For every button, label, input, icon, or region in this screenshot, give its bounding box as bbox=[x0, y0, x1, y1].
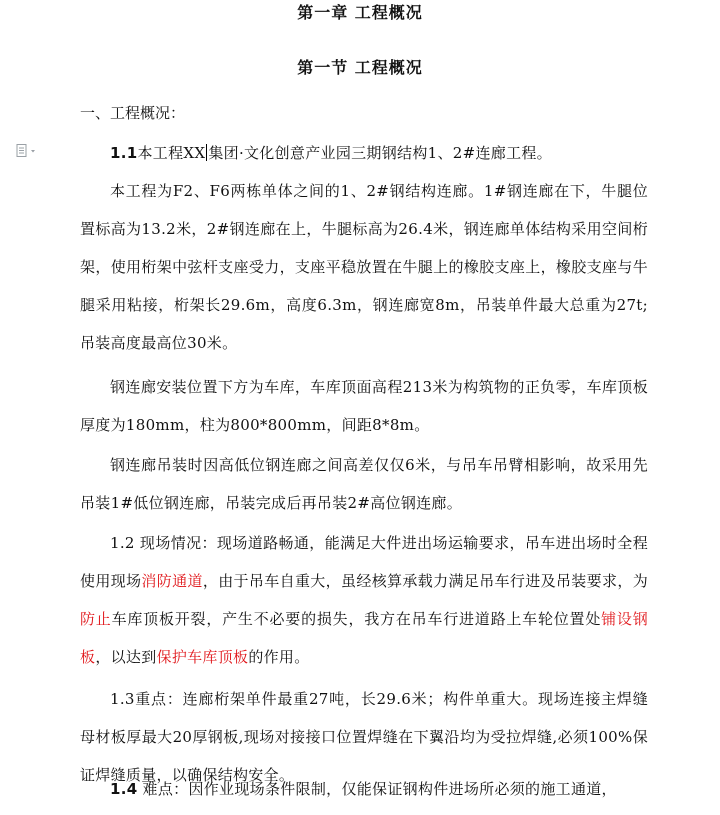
paragraph-text: ，由于吊车自重大，虽经核算承载力满足吊车行进及吊装要求，为 bbox=[202, 572, 649, 590]
section-heading: 一、工程概况： bbox=[80, 104, 186, 122]
paragraph-1-1 bbox=[80, 134, 648, 172]
paragraph-1-2 bbox=[80, 524, 648, 676]
highlight-text: 防止 bbox=[80, 610, 112, 628]
paragraph-hoisting: 钢连廊吊装时因高低位钢连廊之间高差仅仅6米，与吊车吊臂相影响，故采用先吊装1#低位钢连廊，吊装完成后再吊装2#高位钢连廊。 bbox=[80, 456, 648, 512]
paragraph-text: ，以达到 bbox=[95, 648, 157, 666]
paragraph-text: 1.2 现场情况：现场道路畅通，能满足大件进出场运输要求，吊车进出场时全程使用现场 bbox=[80, 534, 648, 590]
paragraph-text: 集团·文化创意产业园三期钢结构1、2#连廊工程。 bbox=[208, 144, 552, 162]
chapter-title: 第一章 工程概况 bbox=[297, 3, 423, 22]
highlight-text: 铺设钢板 bbox=[80, 610, 648, 666]
paragraph-options-icon[interactable] bbox=[16, 144, 38, 158]
paragraph-text: 的作用。 bbox=[248, 648, 310, 666]
paragraph-text: 本工程XX bbox=[137, 144, 206, 162]
paragraph-text: 车库顶板开裂，产生不必要的损失，我方在吊车行进道路上车轮位置处 bbox=[111, 610, 602, 628]
paragraph-number: 1.1 bbox=[110, 144, 138, 162]
paragraph-overview: 本工程为F2、F6两栋单体之间的1、2#钢结构连廊。1#钢连廊在下，牛腿位置标高为13.2米，2#钢连廊在上，牛腿标高为26.4米，钢连廊单体结构采用空间桁架，使用桁架中弦杆支座受力，支座平稳放置在牛腿上的橡胶支座上，橡胶支座与牛腿采用粘接，桁架长29.6m，高度6.3m，钢连廊宽8m，吊装单件最大总重为27t;吊装高度最高位30米。 bbox=[80, 182, 648, 352]
paragraph-text: 难点：因作业现场条件限制，仅能保证钢构件进场所必须的施工通道， bbox=[137, 780, 617, 798]
highlight-text: 消防通道 bbox=[141, 572, 203, 590]
paragraph-1-3: 1.3重点：连廊桁架单件最重27吨，长29.6米；构件单重大。现场连接主焊缝母材板厚最大20厚钢板,现场对接接口位置焊缝在下翼沿均为受拉焊缝,必须100%保证焊缝质量，以确保结构安全。 bbox=[80, 690, 648, 784]
paragraph-number: 1.4 bbox=[110, 780, 138, 798]
paragraph-location: 钢连廊安装位置下方为车库，车库顶面高程213米为构筑物的正负零，车库顶板厚度为180mm，柱为800*800mm，间距8*8m。 bbox=[80, 378, 648, 434]
highlight-text: 保护车库顶板 bbox=[156, 648, 249, 666]
section-title: 第一节 工程概况 bbox=[297, 58, 423, 77]
paragraph-1-4 bbox=[80, 770, 648, 808]
